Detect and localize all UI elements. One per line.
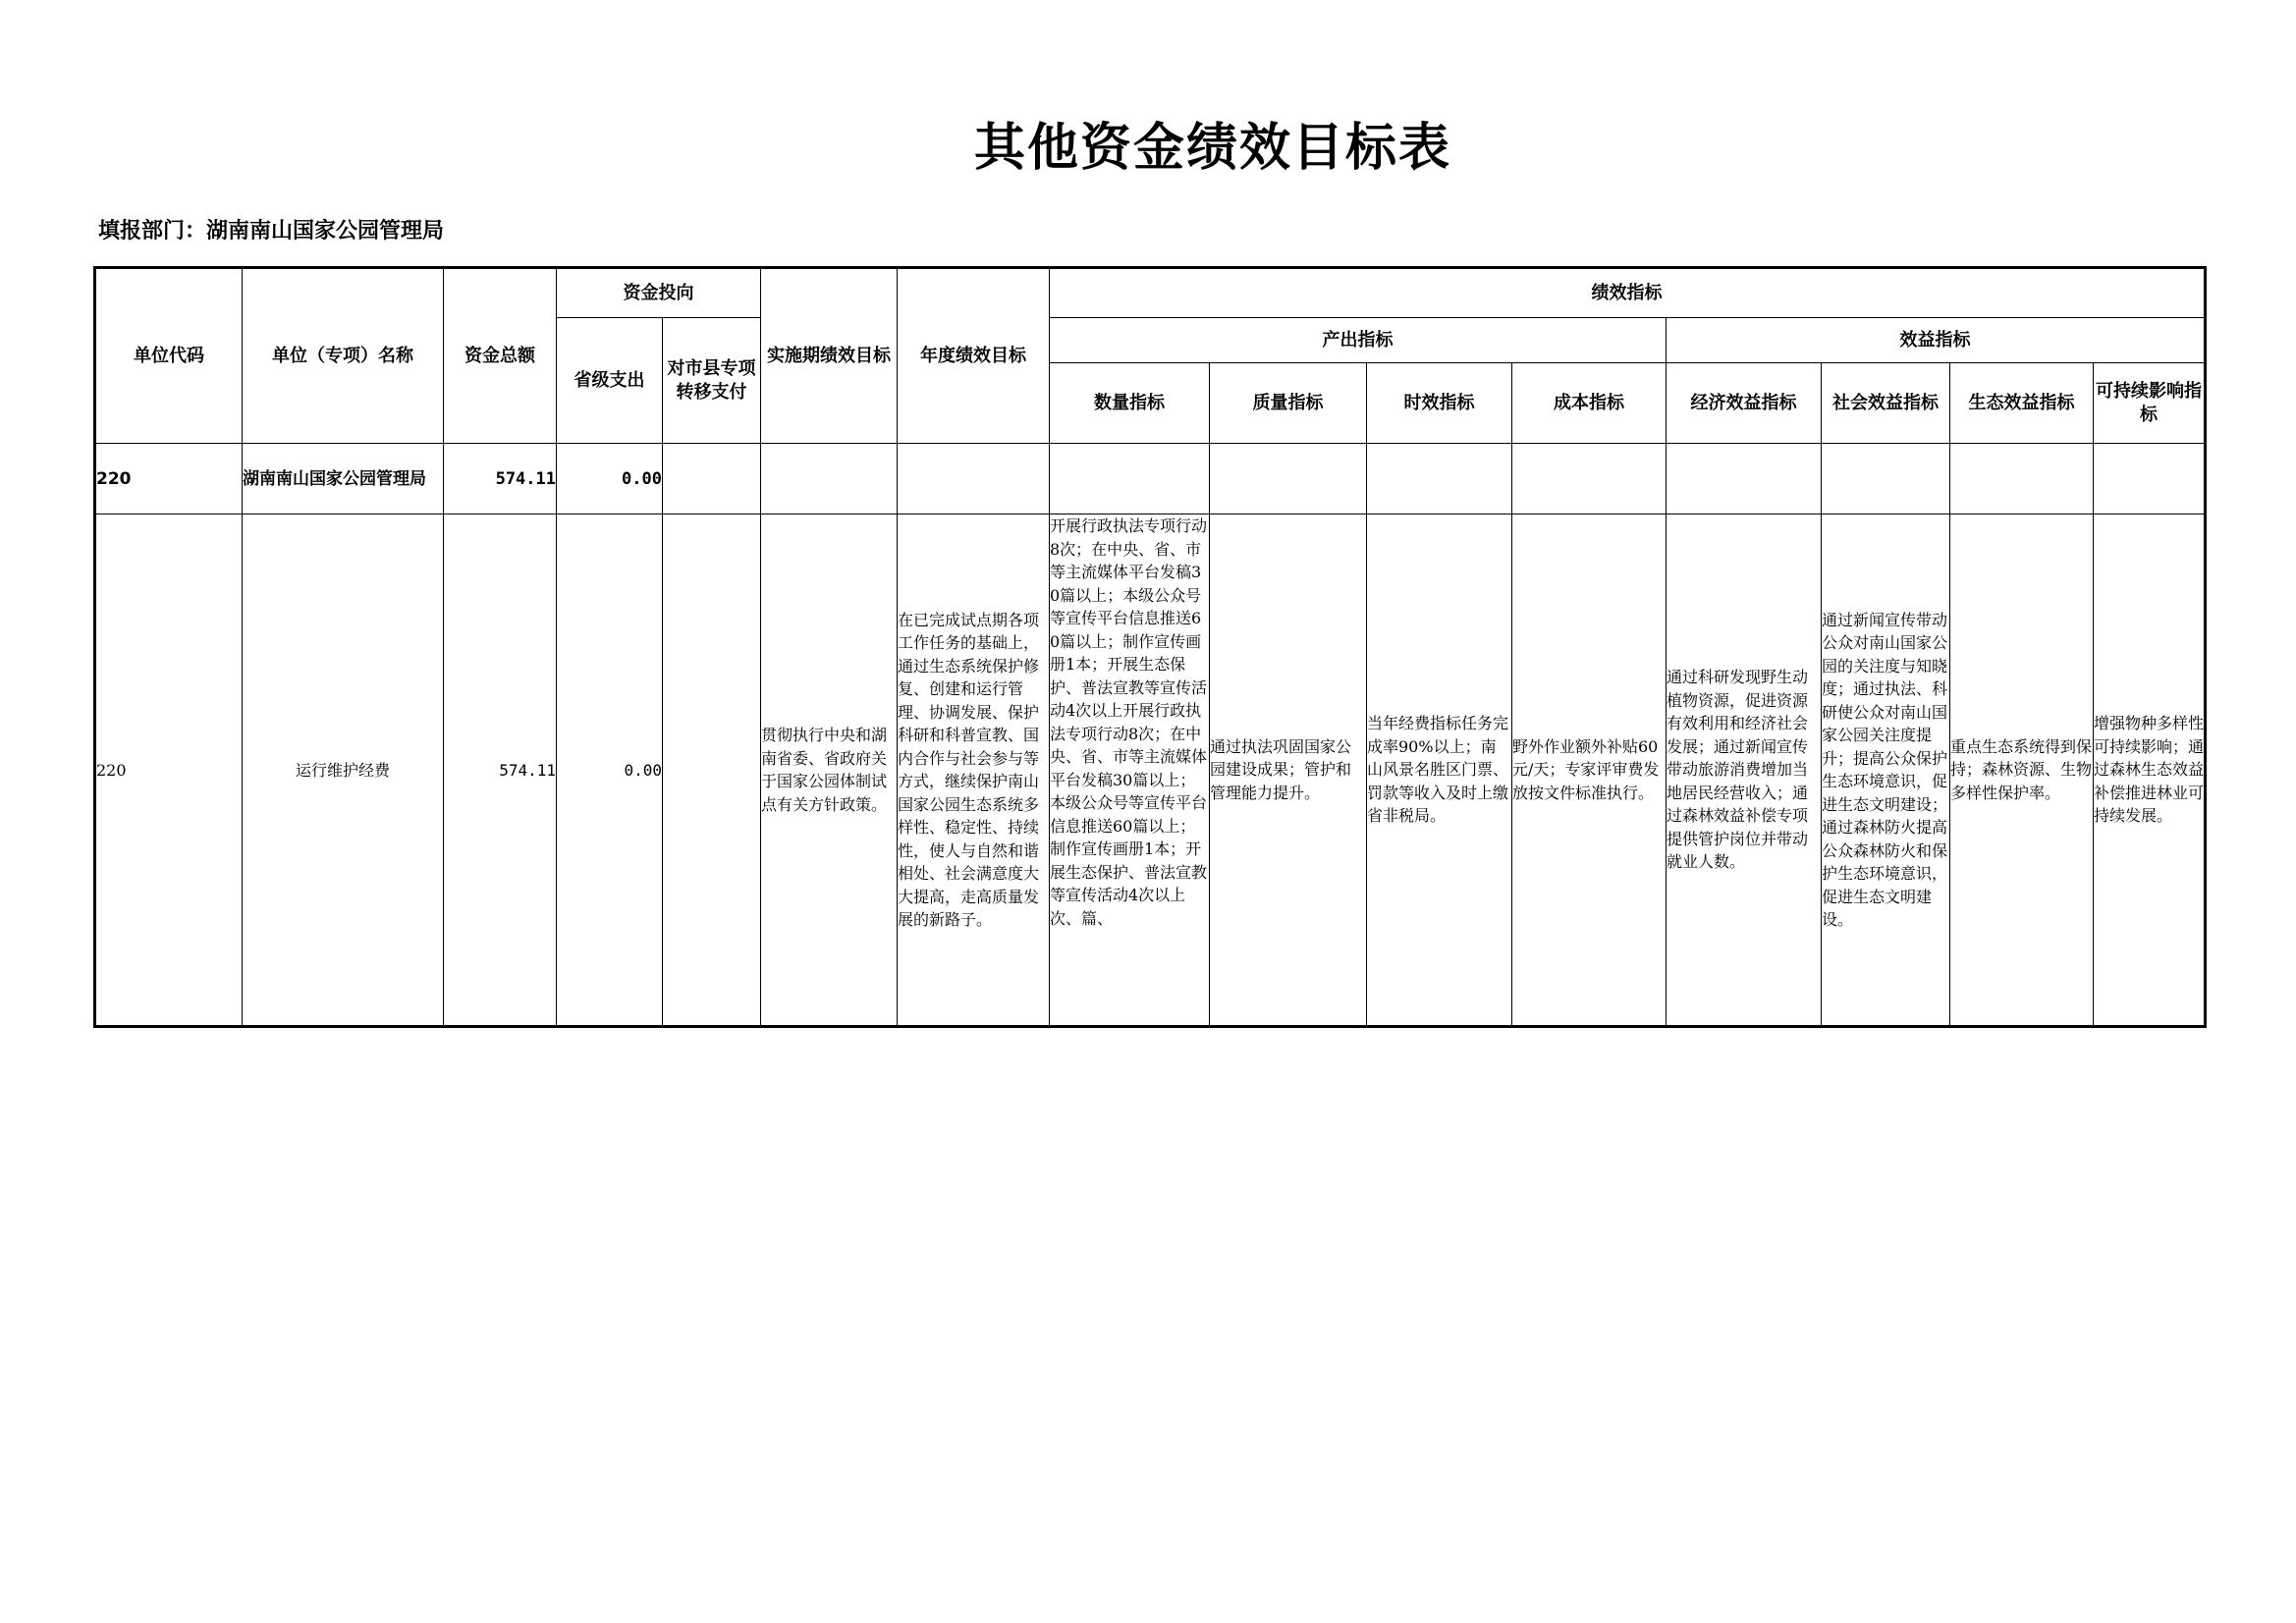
detail-timeliness: 当年经费指标任务完成率90%以上；南山风景名胜区门票、罚款等收入及时上缴省非税局。	[1367, 514, 1512, 1027]
header-unit-name: 单位（专项）名称	[243, 268, 444, 444]
header-quality: 质量指标	[1210, 363, 1367, 444]
summary-annual-goal	[898, 444, 1050, 514]
summary-cost	[1512, 444, 1667, 514]
detail-period-goal: 贯彻执行中央和湖南省委、省政府关于国家公园体制试点有关方针政策。	[761, 514, 898, 1027]
header-provincial: 省级支出	[557, 318, 663, 444]
summary-transfer	[663, 444, 761, 514]
summary-timeliness	[1367, 444, 1512, 514]
header-benefit-indicators: 效益指标	[1667, 318, 2206, 363]
detail-code: 220	[95, 514, 243, 1027]
header-annual-goal: 年度绩效目标	[898, 268, 1050, 444]
detail-sustainable: 增强物种多样性可持续影响；通过森林生态效益补偿推进林业可持续发展。	[2094, 514, 2206, 1027]
detail-transfer	[663, 514, 761, 1027]
detail-annual-goal: 在已完成试点期各项工作任务的基础上，通过生态系统保护修复、创建和运行管理、协调发展、保护科研和科普宣教、国内合作与社会参与等方式，继续保护南山国家公园生态系统多样性、稳定性、持续性，使人与自然和谐相处、社会满意度大大提高，走高质量发展的新路子。	[898, 514, 1050, 1027]
summary-economic	[1667, 444, 1822, 514]
summary-ecological	[1950, 444, 2094, 514]
detail-economic: 通过科研发现野生动植物资源，促进资源有效利用和经济社会发展；通过新闻宣传带动旅游消费增加当地居民经营收入；通过森林效益补偿专项提供管护岗位并带动就业人数。	[1667, 514, 1822, 1027]
summary-period-goal	[761, 444, 898, 514]
page-title: 其他资金绩效目标表	[973, 119, 1451, 178]
summary-row	[95, 444, 2206, 514]
detail-quality: 通过执法巩固国家公园建设成果；管护和管理能力提升。	[1210, 514, 1367, 1027]
header-sustainable: 可持续影响指标	[2094, 363, 2206, 444]
summary-provincial: 0.00	[557, 444, 663, 514]
detail-social: 通过新闻宣传带动公众对南山国家公园的关注度与知晓度；通过执法、科研使公众对南山国家公园关注度提升；提高公众保护生态环境意识，促进生态文明建设；通过森林防火提高公众森林防火和保护生态环境意识，促进生态文明建设。	[1822, 514, 1950, 1027]
summary-sustainable	[2094, 444, 2206, 514]
detail-row	[95, 514, 2206, 1027]
performance-table	[93, 266, 2207, 1028]
summary-total: 574.11	[444, 444, 557, 514]
header-perf-indicators: 绩效指标	[1050, 268, 2206, 318]
header-total: 资金总额	[444, 268, 557, 444]
header-cost: 成本指标	[1512, 363, 1667, 444]
header-fund-direction: 资金投向	[557, 268, 761, 318]
header-output-indicators: 产出指标	[1050, 318, 1667, 363]
detail-cost: 野外作业额外补贴60元/天；专家评审费发放按文件标准执行。	[1512, 514, 1667, 1027]
header-timeliness: 时效指标	[1367, 363, 1512, 444]
detail-quantity	[1050, 514, 1210, 1027]
detail-provincial: 0.00	[557, 514, 663, 1027]
header-period-goal: 实施期绩效目标	[761, 268, 898, 444]
summary-code: 220	[95, 444, 243, 514]
detail-total: 574.11	[444, 514, 557, 1027]
summary-name: 湖南南山国家公园管理局	[243, 444, 444, 514]
summary-social	[1822, 444, 1950, 514]
header-quantity: 数量指标	[1050, 363, 1210, 444]
detail-name: 运行维护经费	[243, 514, 444, 1027]
header-ecological: 生态效益指标	[1950, 363, 2094, 444]
header-economic: 经济效益指标	[1667, 363, 1822, 444]
header-unit-code: 单位代码	[95, 268, 243, 444]
detail-ecological: 重点生态系统得到保持；森林资源、生物多样性保护率。	[1950, 514, 2094, 1027]
detail-quantity-text: 开展行政执法专项行动8次；在中央、省、市等主流媒体平台发稿30篇以上；本级公众号等宣传平台信息推送60篇以上；制作宣传画册1本；开展生态保护、普法宣教等宣传活动4次以上开展行政执法专项行动8次；在中央、省、市等主流媒体平台发稿30篇以上；本级公众号等宣传平台信息推送60篇以上；制作宣传画册1本；开展生态保护、普法宣教等宣传活动4次以上次、篇、	[1050, 516, 1208, 928]
filing-department: 填报部门：湖南南山国家公园管理局	[98, 219, 445, 243]
summary-quantity	[1050, 444, 1210, 514]
header-transfer: 对市县专项转移支付	[663, 318, 761, 444]
summary-quality	[1210, 444, 1367, 514]
header-social: 社会效益指标	[1822, 363, 1950, 444]
